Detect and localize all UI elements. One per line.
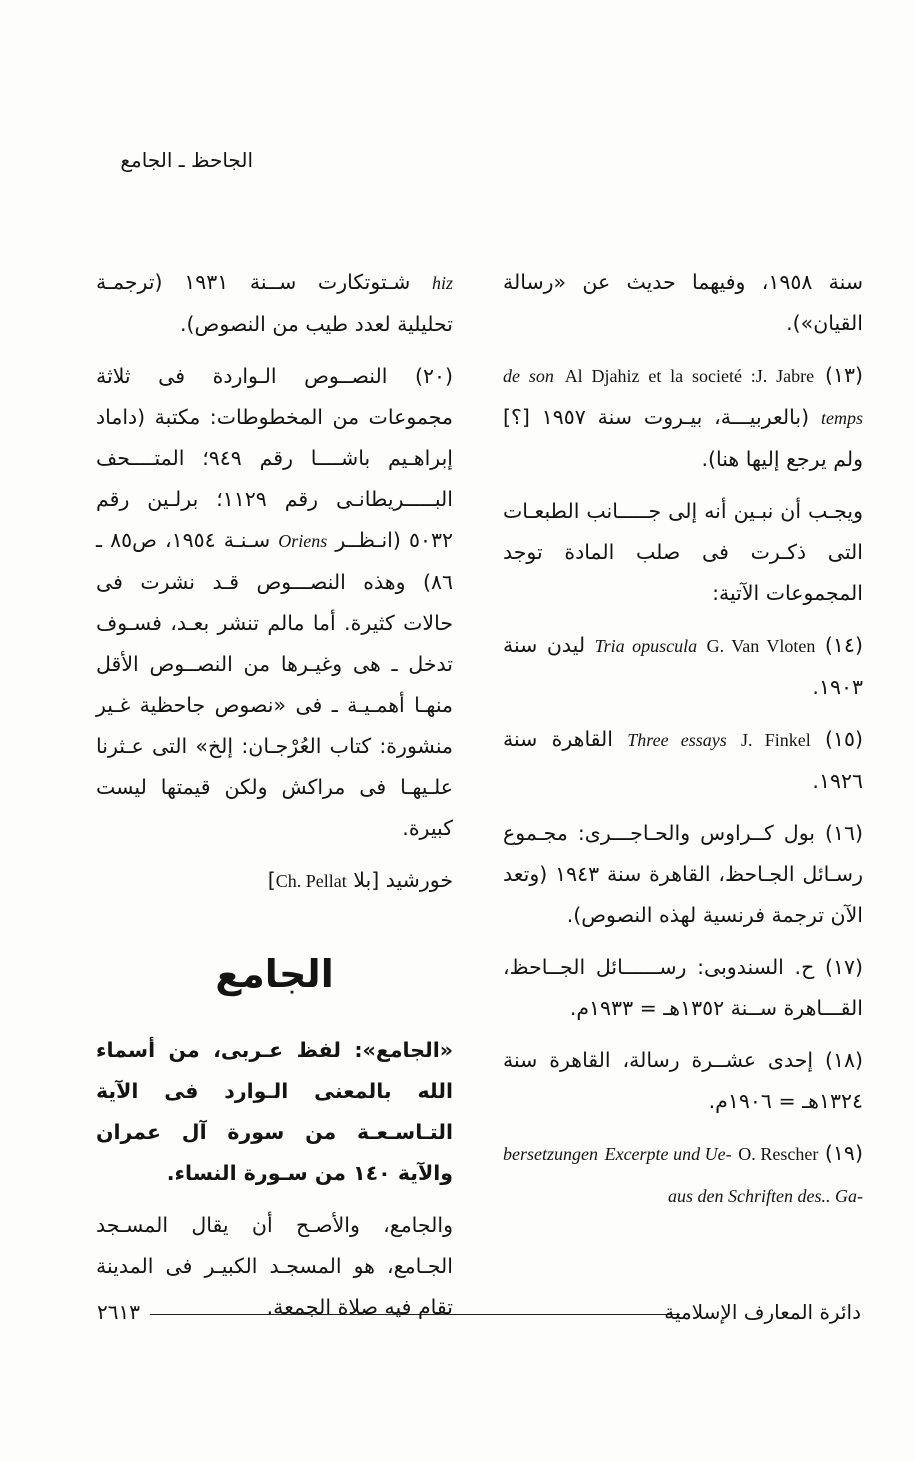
running-title: الجاحظ ـ الجامع bbox=[120, 148, 253, 172]
note-13-text: (بالعربيـــة، بيـروت سنة ١٩٥٧ [؟] ولم يرجع إليها هنا). bbox=[503, 405, 863, 471]
mosque-paragraph: والجامع، والأصـح أن يقال المسـجد الجـامع، هو المسجـد الكبيـر فى المدينة تقام فيه صلاة الجمعة. bbox=[96, 1213, 453, 1319]
note-13-author: Al Djahiz et la societé :J. Jabre bbox=[564, 366, 815, 386]
author-signature bbox=[96, 860, 453, 902]
paragraph-qiyan: سنة ١٩٥٨، وفيهما حديث عن «رسالة القيان»). bbox=[503, 270, 863, 335]
note-13 bbox=[503, 355, 863, 480]
note-19-title-cont: bersetzungen aus den Schriften des.. Ga- bbox=[503, 1144, 863, 1206]
article-heading: الجامع bbox=[215, 952, 334, 996]
note-19-number: (١٩) bbox=[824, 1141, 863, 1165]
signature-arabic: خورشيد [بلا bbox=[353, 868, 453, 892]
note-20-oriens: Oriens bbox=[278, 531, 328, 551]
note-19 bbox=[503, 1133, 863, 1217]
note-17: (١٧) ح. السندوبى: رســــــائل الجــاحظ، القـــاهرة ســنة ١٣٥٢هـ = ١٩٣٣م. bbox=[503, 955, 863, 1020]
note-14-text: ليدن سنة ١٩٠٣. bbox=[503, 633, 863, 699]
note-14-title: Tria opuscula bbox=[594, 636, 698, 656]
paragraph-collections: ويجـب أن نبـين أنه إلى جـــــانب الطبعـات التى ذكـرت فى صلب المادة توجد المجموعات الآتية: bbox=[503, 499, 863, 605]
note-15-author: J. Finkel bbox=[741, 730, 811, 750]
note-19-cont-latin: hiz bbox=[431, 273, 453, 293]
footer-rule bbox=[150, 1314, 680, 1315]
note-20-text-a: (٢٠) النصــوص الـواردة فى ثلاثة مجموعات من المخطوطات: مكتبة (داماد إبراهـيم باشــــا رقم ٩٤٩؛ المتــــحف البـــــريطانـى رقم ١١٢٩؛ برلـين رقم ٥٠٣٢ (انـظــر bbox=[96, 364, 454, 552]
note-19-title: Excerpte und Ue- bbox=[604, 1144, 732, 1164]
signature-bracket: ] bbox=[267, 868, 276, 892]
note-19-cont-text: شـتوتكارت ســنة ١٩٣١ (ترجمـة تحليلية لعدد طيب من النصوص). bbox=[96, 270, 453, 336]
right-column bbox=[503, 262, 863, 1228]
definition-paragraph: «الجامع»: لفظ عـربى، من أسماء الله بالمعنى الـوارد فى الآية التـاسـعـة من سورة آل عمران والآية ١٤٠ من سـورة النساء. bbox=[96, 1038, 453, 1185]
note-15-number: (١٥) bbox=[824, 727, 863, 751]
note-15-text: القاهرة سنة ١٩٢٦. bbox=[503, 727, 863, 793]
note-13-number: (١٣) bbox=[824, 363, 863, 387]
note-19-author: O. Rescher bbox=[738, 1144, 819, 1164]
note-16: (١٦) بول كــراوس والحـاجـــرى: مجـموع رسـائل الجـاحظ، القاهرة سنة ١٩٤٣ (وتعد الآن ترجمة فرنسية لهذه النصوص). bbox=[503, 821, 863, 927]
signature-latin: Ch. Pellat bbox=[275, 871, 347, 891]
note-18: (١٨) إحدى عشــرة رسالة، القاهرة سنة ١٣٢٤هـ = ١٩٠٦م. bbox=[503, 1048, 863, 1113]
left-column bbox=[96, 262, 453, 1339]
note-15-title: Three essays bbox=[627, 730, 727, 750]
encyclopedia-title: دائرة المعارف الإسلامية bbox=[664, 1300, 861, 1324]
note-15 bbox=[503, 719, 863, 802]
note-14 bbox=[503, 625, 863, 708]
note-14-number: (١٤) bbox=[824, 633, 863, 657]
page-number: ٢٦١٣ bbox=[97, 1300, 140, 1324]
note-14-author: G. Van Vloten bbox=[706, 636, 816, 656]
note-19-continued bbox=[96, 262, 453, 345]
note-20-text-b: سـنـة ١٩٥٤، ص٨٥ ـ ٨٦) وهذه النصـــوص قـد نشرت فى حالات كثيرة. أما مالم تنشر بعـد، فسـوف تدخل ـ هى وغيـرها من النصــوص الأقل منهـا أهمـيـة ـ فى «نصوص جاحظية غـير منشورة: كتاب العُرْجـان: إلخ» التى عـثرنا علـيهـا فى مراكش ولكن قيمتها ليست كبيرة. bbox=[96, 528, 453, 840]
note-13-title: de son temps bbox=[503, 366, 863, 428]
note-20 bbox=[96, 356, 453, 849]
